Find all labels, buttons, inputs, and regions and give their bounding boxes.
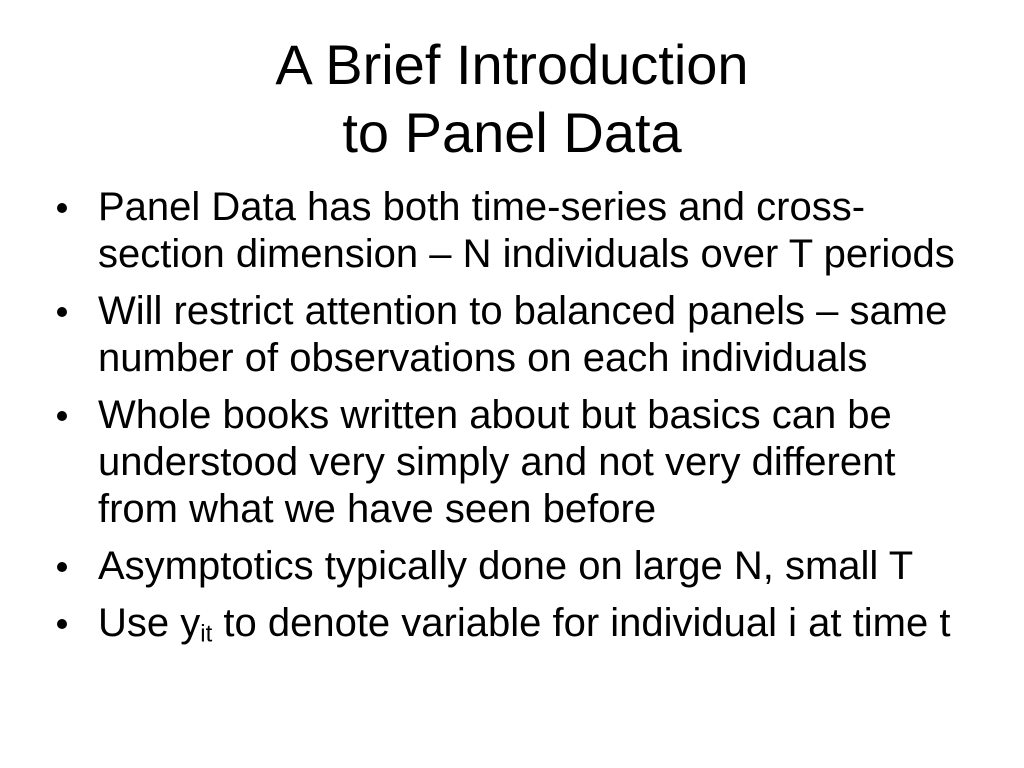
bullet-marker-icon [57, 619, 67, 629]
bullet-5-line-1 [98, 600, 950, 647]
bullet-marker-icon [57, 411, 67, 421]
bullet-2-text [98, 288, 947, 382]
bullet-2-line-2: number of observations on each individuals [98, 336, 868, 380]
bullet-item-1 [57, 184, 984, 278]
bullet-3-line-2: understood very simply and not very different [98, 440, 896, 484]
bullet-item-5 [57, 600, 984, 647]
bullet-3-text [98, 392, 895, 533]
bullet-4-text [98, 543, 913, 590]
bullet-5-post: to denote variable for individual i at time t [212, 601, 951, 645]
title-line-2: to Panel Data [342, 101, 682, 164]
bullet-item-2 [57, 288, 984, 382]
bullet-3-line-1: Whole books written about but basics can be [98, 393, 892, 437]
page-title [0, 0, 1024, 167]
bullet-1-line-1: Panel Data has both time-series and cross- [98, 185, 866, 229]
title-line-1: A Brief Introduction [275, 33, 749, 96]
bullet-5-pre: Use y [98, 601, 201, 645]
bullet-marker-icon [57, 562, 67, 572]
bullet-4-line-1: Asymptotics typically done on large N, small T [98, 544, 914, 588]
bullet-1-text [98, 184, 955, 278]
bullet-list [0, 184, 1024, 647]
bullet-marker-icon [57, 307, 67, 317]
bullet-item-4 [57, 543, 984, 590]
bullet-2-line-1: Will restrict attention to balanced panels – same [98, 289, 948, 333]
bullet-item-3 [57, 392, 984, 533]
bullet-marker-icon [57, 203, 67, 213]
bullet-1-line-2: section dimension – N individuals over T periods [98, 232, 955, 276]
subscript-it: it [200, 620, 213, 648]
bullet-3-line-3: from what we have seen before [98, 487, 657, 531]
bullet-5-text [98, 600, 950, 647]
